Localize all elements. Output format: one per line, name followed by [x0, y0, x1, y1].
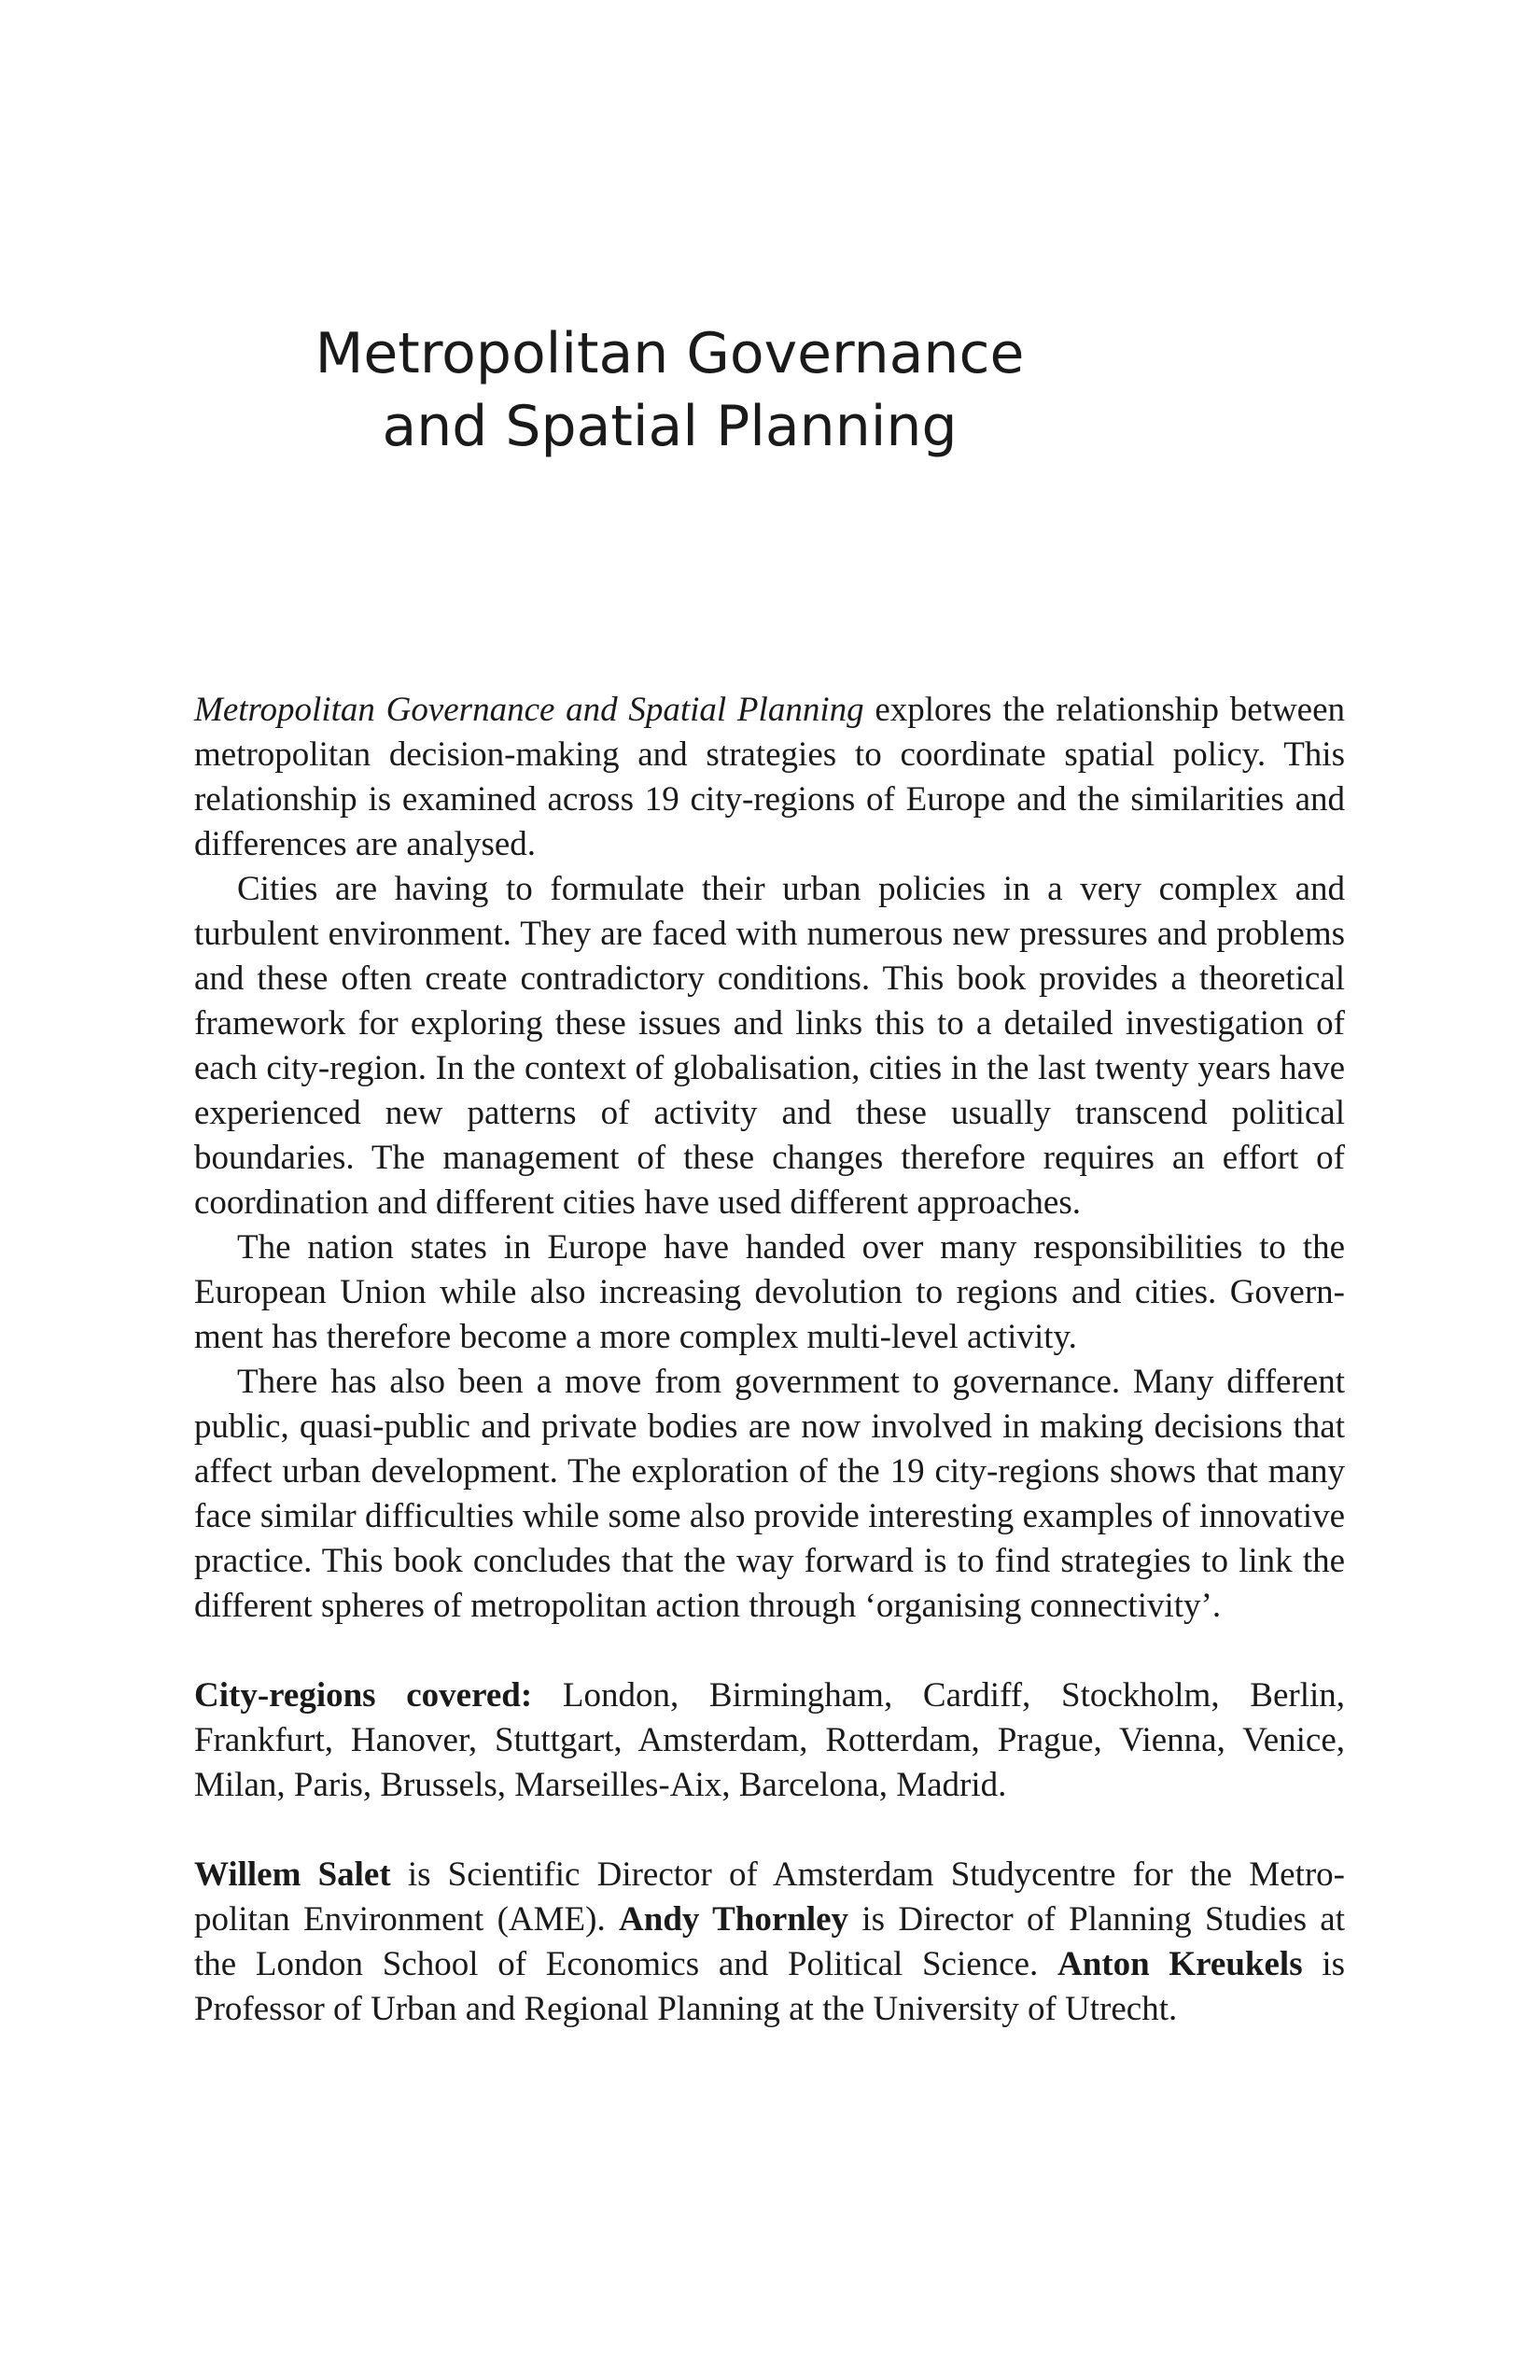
book-title [0, 317, 1339, 463]
author-name-2: Andy Thornley [619, 1900, 849, 1939]
intro-paragraph [194, 688, 1345, 867]
blurb-text [194, 688, 1345, 2032]
book-title-line-1: Metropolitan Governance [315, 321, 1025, 386]
author-name-1: Willem Salet [194, 1855, 391, 1894]
authors-paragraph [194, 1853, 1345, 2032]
intro-text: explores the relationship between metropolitan decision-making and strategies to coordinate spatial policy. This relationship is examined across 19 city-regions of Europe and the similarities and differences are analysed. [194, 691, 1346, 863]
intro-book-title: Metropolitan Governance and Spatial Planning [194, 691, 864, 729]
author-bio-2: is Director of Planning Studies at the London School of Economics and Political Science. [194, 1900, 1345, 1983]
paragraph-governance: There has also been a move from government to governance. Many different public, quasi-public and private bodies are now involved in making decisions that affect urban development. The exploration of the 19 city-regions shows that many face similar difficulties while some also provide interesting examples of innovative practice. This book concludes that the way forward is to find strategies to link the different spheres of metropolitan action through ‘organising connectivity’. [194, 1363, 1345, 1625]
paragraph-cities: Cities are having to formulate their urban policies in a very complex and turbulent environment. They are faced with numerous new pressures and problems and these often create contradictory conditions. This book provides a theoretical framework for exploring these issues and links this to a detailed investigation of each city-region. In the context of globalisation, cities in the last twenty years have experienced new patterns of activity and these usually transcend political boundaries. The management of these changes therefore requires an effort of coordination and different cities have used different approaches. [194, 870, 1345, 1222]
city-regions-label: City-regions covered: [194, 1676, 533, 1715]
author-bio-3: is Professor of Urban and Regional Planning at the University of Utrecht. [194, 1945, 1345, 2028]
author-bio-1: is Scientific Director of Amsterdam Studycentre for the Metro-politan Environment (AME). [194, 1855, 1345, 1939]
author-name-3: Anton Kreukels [1057, 1945, 1303, 1983]
city-regions-paragraph [194, 1673, 1345, 1808]
paragraph-nation-states: The nation states in Europe have handed over many responsibilities to the European Union while also increasing devolution to regions and cities. Govern-ment has therefore become a more complex multi-level activity. [194, 1228, 1345, 1356]
city-regions-list: London, Birmingham, Cardiff, Stockholm, Berlin, Frankfurt, Hanover, Stuttgart, Amsterdam, Rotterdam, Prague, Vienna, Venice, Milan, Paris, Brussels, Marseilles-Aix, Barcelona, Madrid. [194, 1676, 1346, 1804]
book-title-line-2: and Spatial Planning [382, 394, 958, 459]
